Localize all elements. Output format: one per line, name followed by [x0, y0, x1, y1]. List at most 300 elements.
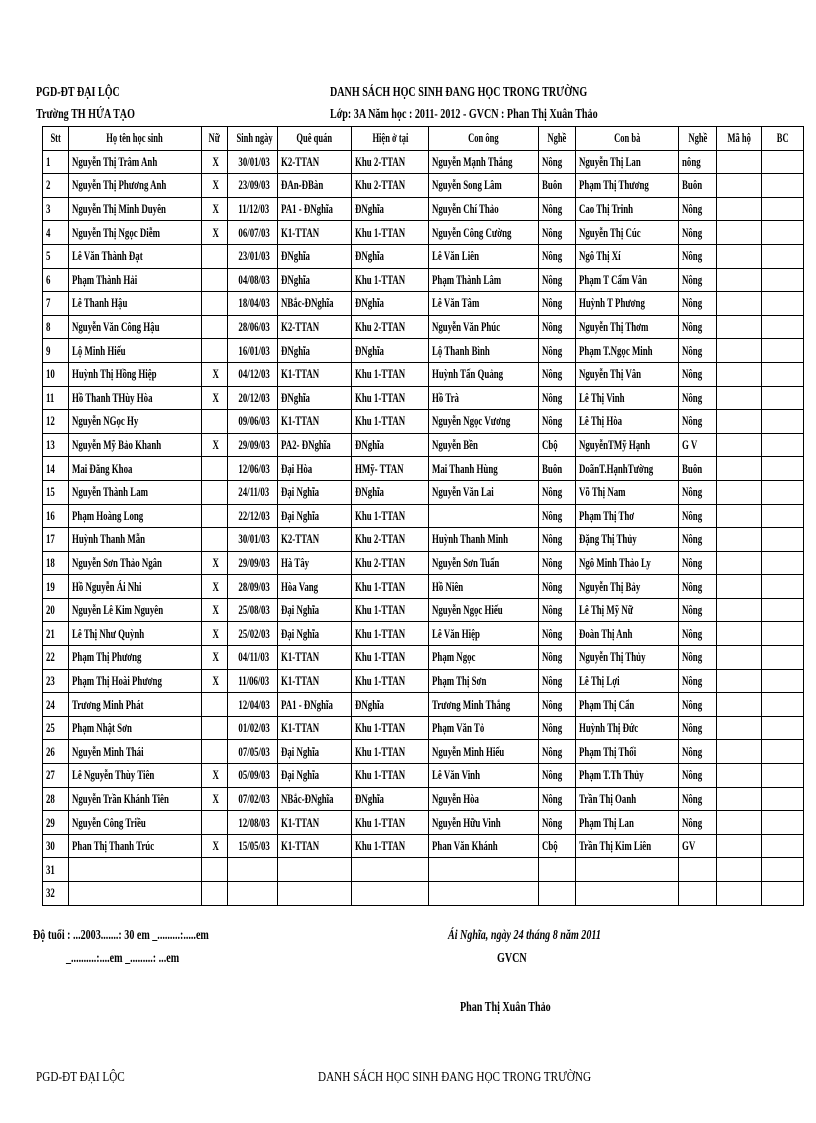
- cell-text: Nguyễn Thị Vân: [579, 366, 642, 382]
- cell-text: Nông: [542, 578, 563, 594]
- cell-text: Khu 1-TTAN: [355, 271, 406, 287]
- table-cell: [278, 811, 352, 835]
- cell-text: 31: [46, 861, 55, 877]
- cell-text: Nguyễn Lê Kim Nguyên: [72, 602, 164, 618]
- table-cell: [69, 480, 202, 504]
- table-row: [43, 221, 804, 245]
- cell-text: Nguyễn Chí Thảo: [432, 201, 499, 217]
- table-row: [43, 575, 804, 599]
- cell-text: X: [212, 767, 220, 783]
- table-row: [43, 504, 804, 528]
- table-cell: [278, 716, 352, 740]
- table-cell: [69, 268, 202, 292]
- cell-text: Nông: [682, 578, 703, 594]
- table-cell: [69, 528, 202, 552]
- cell-text: Khu 1-TTAN: [355, 625, 406, 641]
- table-cell: [717, 834, 762, 858]
- table-cell: [352, 598, 429, 622]
- table-cell: [679, 504, 717, 528]
- column-header: [679, 127, 717, 151]
- cell-text: Phạm Văn Tỏ: [432, 720, 485, 736]
- table-cell: [429, 787, 539, 811]
- table-cell: [539, 386, 576, 410]
- cell-text: Phạm Thị Thơ: [579, 507, 635, 523]
- cell-text: 20/12/03: [238, 389, 270, 405]
- cell-text: Nguyễn Thị Cúc: [579, 224, 641, 240]
- table-cell: [202, 622, 228, 646]
- table-cell: [228, 811, 278, 835]
- table-cell: [762, 268, 804, 292]
- table-cell: [202, 716, 228, 740]
- table-cell: [43, 834, 69, 858]
- table-cell: [679, 787, 717, 811]
- table-cell: [69, 197, 202, 221]
- table-cell: [228, 410, 278, 434]
- table-cell: [717, 268, 762, 292]
- table-cell: [202, 669, 228, 693]
- cell-text: NBắc-ĐNghĩa: [281, 295, 334, 311]
- table-cell: [352, 622, 429, 646]
- table-cell: [228, 598, 278, 622]
- table-cell: [762, 174, 804, 198]
- table-cell: [576, 551, 679, 575]
- cell-text: Khu 1-TTAN: [355, 838, 406, 854]
- table-cell: [429, 811, 539, 835]
- table-cell: [679, 174, 717, 198]
- table-cell: [762, 410, 804, 434]
- cell-text: Nông: [682, 767, 703, 783]
- table-cell: [539, 858, 576, 882]
- table-cell: [762, 716, 804, 740]
- table-cell: [228, 362, 278, 386]
- table-cell: [717, 362, 762, 386]
- table-cell: [762, 834, 804, 858]
- cell-text: Lê Thị Mỹ Nữ: [579, 602, 634, 618]
- table-cell: [762, 528, 804, 552]
- column-header-label: Con ông: [468, 130, 499, 145]
- table-cell: [679, 292, 717, 316]
- cell-text: Phạm Hoàng Long: [72, 507, 144, 523]
- table-cell: [679, 362, 717, 386]
- table-cell: [539, 221, 576, 245]
- table-cell: [429, 575, 539, 599]
- cell-text: Nông: [682, 295, 703, 311]
- table-cell: [576, 811, 679, 835]
- table-cell: [679, 480, 717, 504]
- table-cell: [576, 339, 679, 363]
- table-row: [43, 598, 804, 622]
- cell-text: X: [212, 554, 220, 570]
- school-name: Trường TH HỨA TẠO: [36, 107, 135, 122]
- cell-text: X: [212, 224, 220, 240]
- cell-text: Nguyễn Thị Thơm: [579, 319, 649, 335]
- table-cell: [228, 268, 278, 292]
- table-cell: [278, 764, 352, 788]
- cell-text: GV: [682, 838, 696, 854]
- cell-text: Nguyễn Hòa: [432, 790, 479, 806]
- cell-text: 19: [46, 578, 55, 594]
- cell-text: K1-TTAN: [281, 224, 320, 240]
- cell-text: Nông: [682, 389, 703, 405]
- table-cell: [576, 197, 679, 221]
- table-cell: [202, 339, 228, 363]
- table-cell: [679, 716, 717, 740]
- table-cell: [429, 174, 539, 198]
- table-cell: [576, 528, 679, 552]
- cell-text: Nông: [542, 484, 563, 500]
- cell-text: Phan Văn Khánh: [432, 838, 498, 854]
- column-header-label: Nghề: [547, 130, 567, 145]
- cell-text: Nông: [682, 224, 703, 240]
- table-cell: [429, 221, 539, 245]
- table-cell: [228, 480, 278, 504]
- cell-text: Nông: [682, 814, 703, 830]
- table-cell: [429, 693, 539, 717]
- table-cell: [576, 504, 679, 528]
- table-cell: [679, 244, 717, 268]
- cell-text: 26: [46, 743, 55, 759]
- cell-text: NguyễnTMỹ Hạnh: [579, 437, 650, 453]
- table-cell: [679, 669, 717, 693]
- table-cell: [69, 315, 202, 339]
- cell-text: Phạm Ngọc: [432, 649, 476, 665]
- table-cell: [679, 221, 717, 245]
- table-cell: [352, 433, 429, 457]
- signer-name: Phan Thị Xuân Thảo: [460, 1000, 551, 1015]
- cell-text: 29/09/03: [238, 437, 270, 453]
- table-cell: [576, 315, 679, 339]
- table-cell: [576, 174, 679, 198]
- cell-text: Phan Thị Thanh Trúc: [72, 838, 155, 854]
- table-cell: [69, 339, 202, 363]
- table-cell: [228, 787, 278, 811]
- table-cell: [539, 362, 576, 386]
- table-row: [43, 646, 804, 670]
- cell-text: Phạm T Cẩm Vân: [579, 271, 648, 287]
- table-cell: [762, 504, 804, 528]
- table-cell: [679, 811, 717, 835]
- table-row: [43, 787, 804, 811]
- cell-text: Nông: [542, 625, 563, 641]
- table-cell: [352, 244, 429, 268]
- table-cell: [429, 882, 539, 906]
- cell-text: Nguyễn Hữu Vinh: [432, 814, 501, 830]
- column-header-label: Sinh ngày: [236, 130, 273, 145]
- column-header-label: Con bà: [613, 130, 641, 145]
- cell-text: 04/08/03: [238, 271, 270, 287]
- table-cell: [202, 457, 228, 481]
- table-cell: [679, 740, 717, 764]
- cell-text: Đại Nghĩa: [281, 743, 320, 759]
- table-cell: [717, 480, 762, 504]
- cell-text: Đại Nghĩa: [281, 767, 320, 783]
- table-cell: [228, 740, 278, 764]
- cell-text: Lê Văn Tâm: [432, 295, 480, 311]
- cell-text: 05/09/03: [238, 767, 270, 783]
- cell-text: Phạm Thị Thối: [579, 743, 637, 759]
- table-cell: [278, 598, 352, 622]
- cell-text: Nông: [542, 224, 563, 240]
- cell-text: 29: [46, 814, 55, 830]
- table-cell: [539, 457, 576, 481]
- table-cell: [228, 174, 278, 198]
- cell-text: ĐNghĩa: [281, 342, 310, 358]
- table-cell: [228, 646, 278, 670]
- cell-text: 6: [46, 271, 51, 287]
- cell-text: Huỳnh Thanh Mẫn: [72, 531, 146, 547]
- cell-text: Trần Thị Oanh: [579, 790, 637, 806]
- cell-text: Huỳnh Thanh Minh: [432, 531, 509, 547]
- table-cell: [717, 221, 762, 245]
- cell-text: Trương Minh Phát: [72, 696, 144, 712]
- cell-text: 25/08/03: [238, 602, 270, 618]
- cell-text: Khu 1-TTAN: [355, 224, 406, 240]
- cell-text: 23/01/03: [238, 248, 270, 264]
- table-cell: [717, 858, 762, 882]
- table-cell: [679, 693, 717, 717]
- table-cell: [352, 386, 429, 410]
- column-header-label: Stt: [50, 130, 61, 145]
- table-cell: [576, 622, 679, 646]
- cell-text: 12/06/03: [238, 460, 270, 476]
- table-cell: [352, 150, 429, 174]
- table-cell: [202, 268, 228, 292]
- column-header: [352, 127, 429, 151]
- table-cell: [202, 575, 228, 599]
- table-row: [43, 315, 804, 339]
- table-cell: [717, 386, 762, 410]
- table-cell: [202, 197, 228, 221]
- cell-text: 21: [46, 625, 55, 641]
- table-cell: [43, 764, 69, 788]
- cell-text: Trương Minh Thắng: [432, 696, 511, 712]
- table-cell: [69, 646, 202, 670]
- table-cell: [717, 787, 762, 811]
- table-cell: [278, 197, 352, 221]
- cell-text: Nguyễn Bền: [432, 437, 478, 453]
- cell-text: 27: [46, 767, 55, 783]
- table-cell: [352, 410, 429, 434]
- table-cell: [43, 528, 69, 552]
- table-cell: [429, 480, 539, 504]
- cell-text: Nguyễn Ngọc Hiếu: [432, 602, 503, 618]
- table-cell: [43, 244, 69, 268]
- table-row: [43, 858, 804, 882]
- cell-text: Nông: [542, 389, 563, 405]
- cell-text: Nông: [542, 814, 563, 830]
- cell-text: X: [212, 790, 220, 806]
- table-cell: [352, 315, 429, 339]
- cell-text: Nông: [682, 507, 703, 523]
- cell-text: Huỳnh Thị Đức: [579, 720, 639, 736]
- table-cell: [202, 292, 228, 316]
- table-cell: [717, 457, 762, 481]
- cell-text: Lộ Thanh Bình: [432, 342, 490, 358]
- table-cell: [43, 362, 69, 386]
- cell-text: Lê Thị Lợi: [579, 672, 620, 688]
- table-cell: [69, 598, 202, 622]
- cell-text: ĐAn-ĐBàn: [281, 177, 324, 193]
- cell-text: Huỳnh Tấn Quảng: [432, 366, 504, 382]
- table-cell: [43, 197, 69, 221]
- table-cell: [762, 244, 804, 268]
- table-cell: [43, 174, 69, 198]
- cell-text: Nguyễn Thị Thủy: [579, 649, 646, 665]
- table-cell: [679, 882, 717, 906]
- cell-text: 10: [46, 366, 55, 382]
- cell-text: Khu 1-TTAN: [355, 413, 406, 429]
- cell-text: K1-TTAN: [281, 649, 320, 665]
- table-cell: [352, 834, 429, 858]
- table-cell: [762, 551, 804, 575]
- table-cell: [576, 693, 679, 717]
- cell-text: ĐNghĩa: [355, 248, 384, 264]
- table-cell: [69, 504, 202, 528]
- cell-text: Nông: [682, 248, 703, 264]
- cell-text: PA2- ĐNghĩa: [281, 437, 331, 453]
- table-row: [43, 622, 804, 646]
- table-cell: [202, 386, 228, 410]
- table-cell: [69, 740, 202, 764]
- cell-text: K1-TTAN: [281, 720, 320, 736]
- table-cell: [352, 221, 429, 245]
- cell-text: 07/05/03: [238, 743, 270, 759]
- cell-text: Nông: [542, 743, 563, 759]
- table-row: [43, 834, 804, 858]
- table-cell: [429, 858, 539, 882]
- table-cell: [539, 197, 576, 221]
- cell-text: Đại Nghĩa: [281, 484, 320, 500]
- cell-text: Nông: [682, 672, 703, 688]
- cell-text: 13: [46, 437, 55, 453]
- cell-text: Buôn: [682, 177, 703, 193]
- table-cell: [228, 339, 278, 363]
- table-cell: [43, 693, 69, 717]
- table-cell: [228, 551, 278, 575]
- table-cell: [717, 197, 762, 221]
- cell-text: Nguyễn Trần Khánh Tiên: [72, 790, 169, 806]
- table-cell: [228, 622, 278, 646]
- cell-text: 23/09/03: [238, 177, 270, 193]
- cell-text: X: [212, 389, 220, 405]
- table-cell: [352, 716, 429, 740]
- cell-text: Hồ Thanh THùy Hòa: [72, 389, 153, 405]
- table-row: [43, 339, 804, 363]
- table-cell: [762, 740, 804, 764]
- table-cell: [576, 480, 679, 504]
- table-cell: [576, 268, 679, 292]
- cell-text: Buôn: [542, 460, 563, 476]
- cell-text: X: [212, 672, 220, 688]
- table-cell: [429, 315, 539, 339]
- table-cell: [762, 339, 804, 363]
- cell-text: 01/02/03: [238, 720, 270, 736]
- table-cell: [352, 858, 429, 882]
- cell-text: 14: [46, 460, 55, 476]
- cell-text: Mai Đăng Khoa: [72, 460, 133, 476]
- cell-text: 18: [46, 554, 55, 570]
- table-cell: [202, 480, 228, 504]
- table-cell: [228, 244, 278, 268]
- table-cell: [278, 457, 352, 481]
- table-cell: [539, 244, 576, 268]
- cell-text: Lộ Minh Hiếu: [72, 342, 126, 358]
- cell-text: 09/06/03: [238, 413, 270, 429]
- cell-text: PA1 - ĐNghĩa: [281, 201, 333, 217]
- table-cell: [202, 858, 228, 882]
- cell-text: Nguyễn Thị Ngọc Diễm: [72, 224, 160, 240]
- table-cell: [352, 646, 429, 670]
- cell-text: Lê Thị Vinh: [579, 389, 625, 405]
- cell-text: Khu 2-TTAN: [355, 153, 406, 169]
- cell-text: Khu 1-TTAN: [355, 767, 406, 783]
- table-cell: [429, 150, 539, 174]
- cell-text: Phạm Thị Sơn: [432, 672, 487, 688]
- table-cell: [539, 598, 576, 622]
- table-row: [43, 764, 804, 788]
- cell-text: Nông: [682, 649, 703, 665]
- cell-text: 12: [46, 413, 55, 429]
- table-cell: [576, 764, 679, 788]
- column-header: [717, 127, 762, 151]
- cell-text: Cbộ: [542, 437, 558, 453]
- table-cell: [228, 716, 278, 740]
- table-cell: [679, 622, 717, 646]
- table-cell: [43, 740, 69, 764]
- column-header: [278, 127, 352, 151]
- table-cell: [762, 386, 804, 410]
- column-header: [228, 127, 278, 151]
- table-header-row: [43, 127, 804, 151]
- cell-text: Nông: [682, 720, 703, 736]
- cell-text: Khu 1-TTAN: [355, 743, 406, 759]
- table-cell: [278, 622, 352, 646]
- cell-text: K1-TTAN: [281, 413, 320, 429]
- cell-text: 18/04/03: [238, 295, 270, 311]
- table-cell: [69, 622, 202, 646]
- table-cell: [43, 410, 69, 434]
- table-cell: [679, 433, 717, 457]
- table-cell: [717, 882, 762, 906]
- table-cell: [278, 787, 352, 811]
- table-cell: [539, 646, 576, 670]
- table-cell: [202, 551, 228, 575]
- cell-text: Khu 1-TTAN: [355, 602, 406, 618]
- cell-text: Phạm Thị Hoài Phương: [72, 672, 162, 688]
- table-cell: [278, 693, 352, 717]
- table-cell: [539, 693, 576, 717]
- table-cell: [576, 150, 679, 174]
- table-cell: [43, 622, 69, 646]
- table-cell: [762, 811, 804, 835]
- table-cell: [202, 528, 228, 552]
- cell-text: X: [212, 201, 220, 217]
- table-row: [43, 386, 804, 410]
- table-cell: [43, 315, 69, 339]
- table-cell: [762, 150, 804, 174]
- table-cell: [762, 787, 804, 811]
- column-header: [202, 127, 228, 151]
- table-cell: [429, 362, 539, 386]
- table-cell: [679, 410, 717, 434]
- table-cell: [429, 598, 539, 622]
- table-cell: [576, 410, 679, 434]
- document-title: DANH SÁCH HỌC SINH ĐANG HỌC TRONG TRƯỜNG: [330, 85, 588, 100]
- table-cell: [539, 882, 576, 906]
- table-cell: [278, 858, 352, 882]
- cell-text: 11: [46, 389, 55, 405]
- table-cell: [679, 268, 717, 292]
